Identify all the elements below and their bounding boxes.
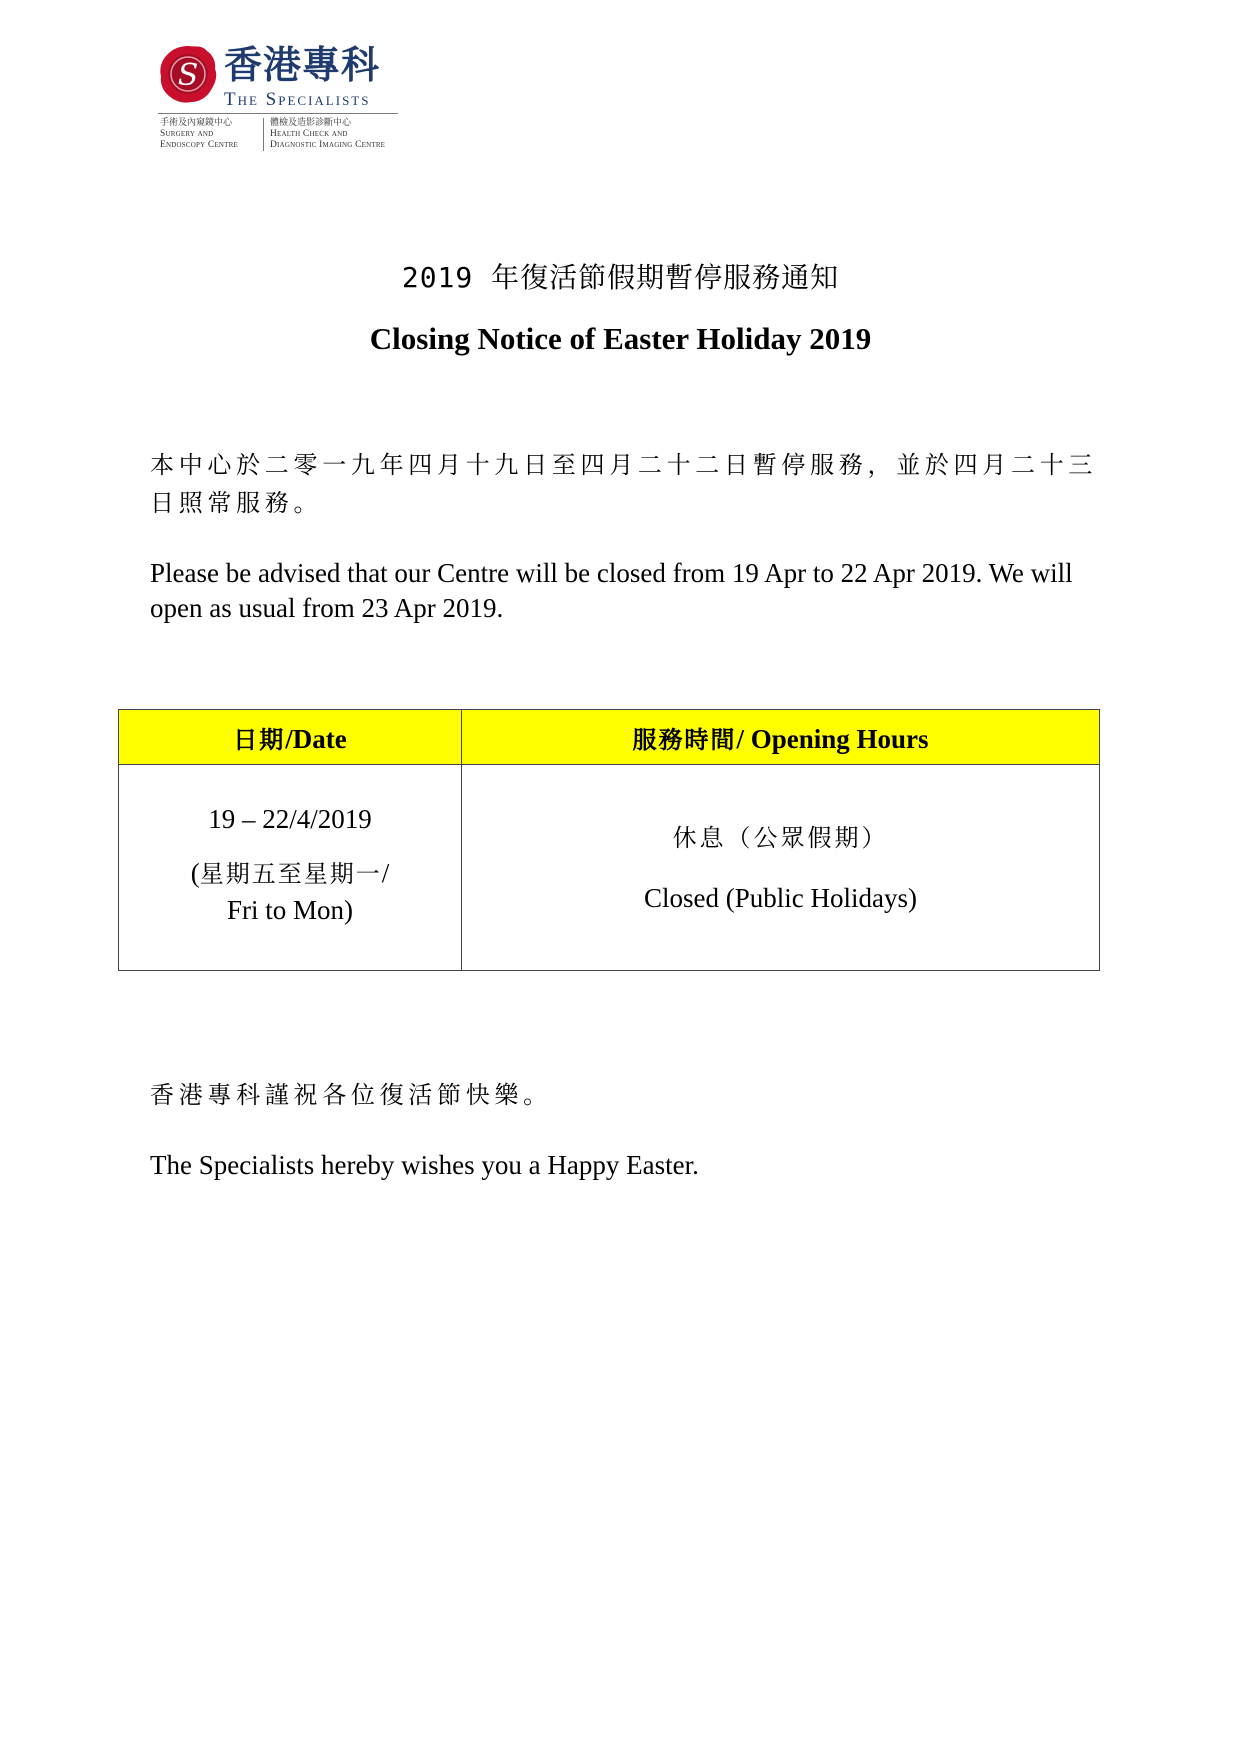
- weekday-en: Fri to Mon): [226, 895, 353, 925]
- logo-name-zh: 香港專科: [224, 42, 381, 87]
- logo-surgery-centre: [160, 118, 238, 151]
- weekday-open-paren: (: [190, 858, 200, 888]
- status-zh: 休息（公眾假期）: [672, 823, 889, 852]
- logo-health-centre-zh: 體檢及造影診斷中心: [270, 118, 352, 128]
- logo-health-centre-en-2: Diagnostic Imaging Centre: [270, 140, 386, 150]
- wax-seal-icon: [158, 44, 218, 104]
- opening-hours-table: [118, 709, 1100, 971]
- date-header-zh: 日期: [233, 725, 286, 754]
- table-row: [119, 765, 1100, 971]
- logo-divider: [158, 113, 398, 114]
- date-column-header: [119, 710, 462, 765]
- date-range: 19 – 22/4/2019: [208, 804, 372, 834]
- page-title-en: Closing Notice of Easter Holiday 2019: [369, 321, 872, 356]
- logo-name-en: The Specialists: [224, 89, 371, 110]
- logo-surgery-centre-zh: 手術及內窺鏡中心: [160, 118, 233, 128]
- date-header-en: /Date: [285, 723, 347, 754]
- hours-cell: [462, 765, 1100, 971]
- hours-column-header: [462, 710, 1100, 765]
- closing-text-en: The Specialists hereby wishes you a Happy Easter.: [150, 1150, 699, 1180]
- status-en: Closed (Public Holidays): [644, 882, 917, 913]
- logo-surgery-centre-en-1: Surgery and: [160, 129, 214, 139]
- logo-health-centre-en-1: Health Check and: [270, 129, 348, 139]
- weekday-zh: 星期五至星期一: [199, 860, 382, 888]
- hours-header-en: / Opening Hours: [736, 723, 929, 754]
- logo-surgery-centre-en-2: Endoscopy Centre: [160, 140, 238, 150]
- closing-text-zh: 香港專科謹祝各位復活節快樂。: [150, 1081, 552, 1109]
- page-title-zh: 2019 年復活節假期暫停服務通知: [401, 261, 840, 294]
- notice-text-zh: 本中心於二零一九年四月十九日至四月二十二日暫停服務，並於四月二十三日照常服務。: [150, 451, 1098, 517]
- date-cell: [119, 765, 462, 971]
- seal-letter: S: [177, 58, 199, 93]
- logo-health-centre: [263, 118, 385, 151]
- notice-text-en: Please be advised that our Centre will be closed from 19 Apr to 22 Apr 2019. We will open as usual from 23 Apr 2019.: [150, 558, 1073, 623]
- hours-header-zh: 服務時間: [632, 725, 737, 754]
- table-header-row: [119, 710, 1100, 765]
- company-logo: [158, 42, 398, 162]
- weekday-zh-line: [119, 855, 461, 892]
- weekday-slash: /: [381, 858, 390, 888]
